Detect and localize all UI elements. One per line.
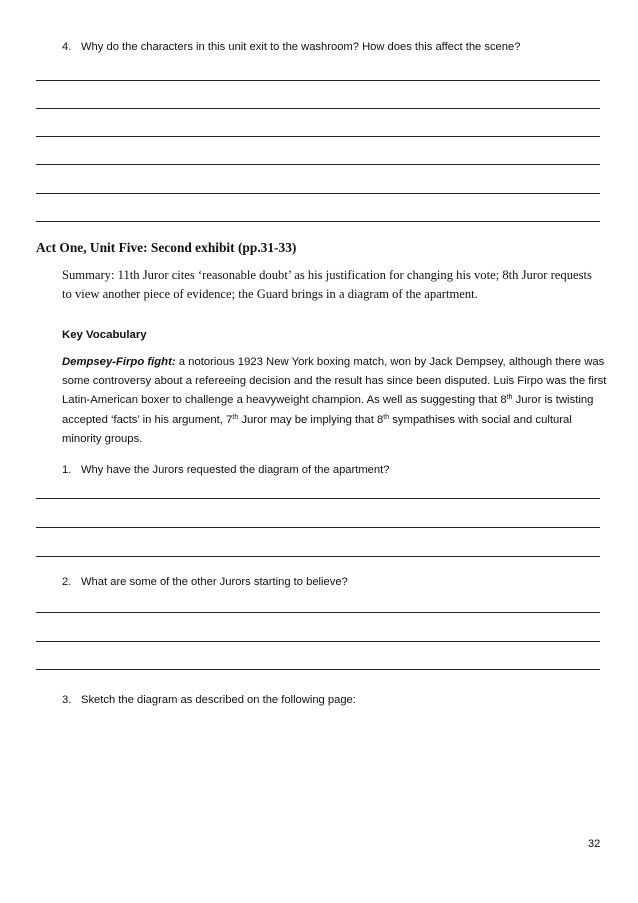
superscript: th xyxy=(232,413,239,421)
answer-line[interactable] xyxy=(36,193,600,194)
vocabulary-entry xyxy=(62,353,614,449)
question-4-text: Why do the characters in this unit exit to the washroom? How does this affect the scene? xyxy=(81,41,521,53)
question-2 xyxy=(62,575,348,589)
answer-line[interactable] xyxy=(36,80,600,81)
answer-line[interactable] xyxy=(36,108,600,109)
answer-line[interactable] xyxy=(36,136,600,137)
question-1-text: Why have the Jurors requested the diagram of the apartment? xyxy=(81,464,390,476)
vocab-definition: sympathises with social and cultural minority groups. xyxy=(62,413,572,445)
answer-line[interactable] xyxy=(36,498,600,499)
section-heading: Act One, Unit Five: Second exhibit (pp.31-33) xyxy=(36,240,297,255)
question-3 xyxy=(62,693,356,707)
answer-line[interactable] xyxy=(36,612,600,613)
question-1 xyxy=(62,463,389,477)
page-number: 32 xyxy=(588,838,601,850)
question-4 xyxy=(62,40,520,54)
section-summary: Summary: 11th Juror cites ‘reasonable doubt’ as his justification for changing his vote; 8th Juror requests to view another piece of evidence; the Guard brings in a diagram of the apartment. xyxy=(62,268,592,301)
question-2-text: What are some of the other Jurors starting to believe? xyxy=(81,576,348,588)
vocab-definition: Juror may be implying that 8 xyxy=(238,413,384,426)
answer-line[interactable] xyxy=(36,556,600,557)
question-2-number: 2. xyxy=(62,576,72,588)
superscript: th xyxy=(506,394,513,402)
answer-line[interactable] xyxy=(36,641,600,642)
key-vocabulary-label: Key Vocabulary xyxy=(62,329,147,341)
vocab-term: Dempsey-Firpo fight: xyxy=(62,356,176,368)
question-3-text: Sketch the diagram as described on the following page: xyxy=(81,694,356,706)
answer-line[interactable] xyxy=(36,164,600,165)
question-4-number: 4. xyxy=(62,41,72,53)
question-1-number: 1. xyxy=(62,464,72,476)
answer-line[interactable] xyxy=(36,221,600,222)
superscript: th xyxy=(383,413,390,421)
answer-line[interactable] xyxy=(36,527,600,528)
vocab-definition: Juror is twisting accepted ‘facts’ in his argument, 7 xyxy=(62,394,594,426)
answer-line[interactable] xyxy=(36,669,600,670)
question-3-number: 3. xyxy=(62,694,72,706)
vocab-definition: a notorious 1923 New York boxing match, won by Jack Dempsey, although there was some controversy about a refereeing decision and the result has since been disputed. Luis Firpo was the first Latin-American boxer to challenge a heavyweight champion. As well as suggesting that 8 xyxy=(62,356,607,407)
